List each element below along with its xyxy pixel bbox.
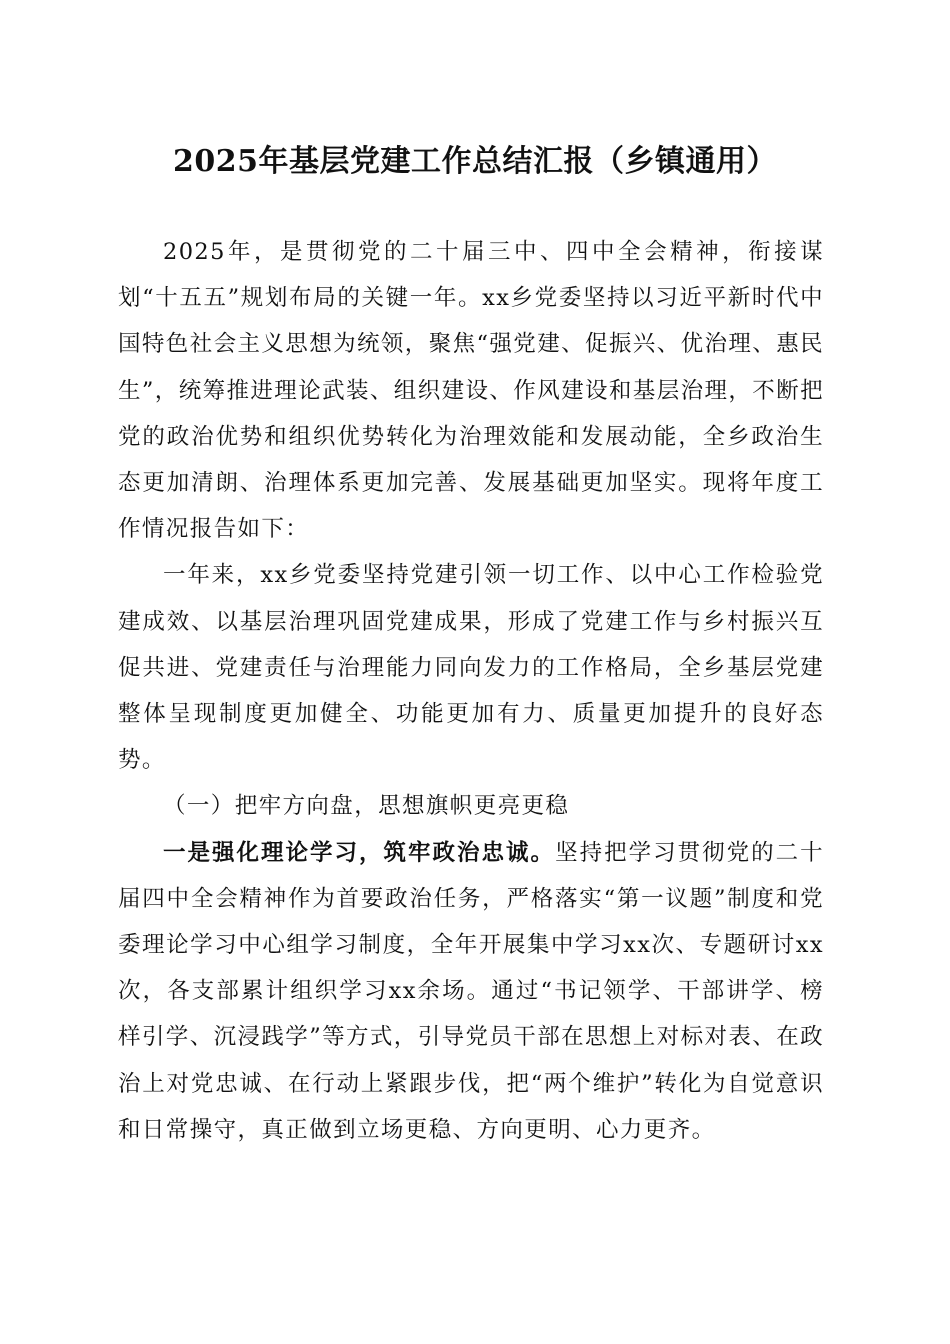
section-paragraph bbox=[118, 830, 824, 1153]
document-body bbox=[118, 229, 824, 1153]
intro-paragraph: 2025年，是贯彻党的二十届三中、四中全会精神，衔接谋划“十五五”规划布局的关键一年。xx乡党委坚持以习近平新时代中国特色社会主义思想为统领，聚焦“强党建、促振兴、优治理、惠民生”，统筹推进理论武装、组织建设、作风建设和基层治理，不断把党的政治优势和组织优势转化为治理效能和发展动能，全乡政治生态更加清朗、治理体系更加完善、发展基础更加坚实。现将年度工作情况报告如下： bbox=[118, 239, 825, 543]
overview-paragraph: 一年来，xx乡党委坚持党建引领一切工作、以中心工作检验党建成效、以基层治理巩固党建成果，形成了党建工作与乡村振兴互促共进、党建责任与治理能力同向发力的工作格局，全乡基层党建整体呈现制度更加健全、功能更加有力、质量更加提升的良好态势。 bbox=[118, 562, 824, 774]
section-text: 坚持把学习贯彻党的二十届四中全会精神作为首要政治任务，严格落实“第一议题”制度和党委理论学习中心组学习制度，全年开展集中学习xx次、专题研讨xx次，各支部累计组织学习xx余场。通过“书记领学、干部讲学、榜样引学、沉浸践学”等方式，引导党员干部在思想上对标对表、在政治上对党忠诚、在行动上紧跟步伐，把“两个维护”转化为自觉意识和日常操守，真正做到立场更稳、方向更明、心力更齐。 bbox=[118, 839, 825, 1143]
document-title: 2025年基层党建工作总结汇报（乡镇通用） bbox=[173, 144, 777, 179]
section-heading: （一）把牢方向盘，思想旗帜更亮更稳 bbox=[163, 793, 570, 820]
section-lead: 一是强化理论学习，筑牢政治忠诚。 bbox=[163, 839, 556, 866]
